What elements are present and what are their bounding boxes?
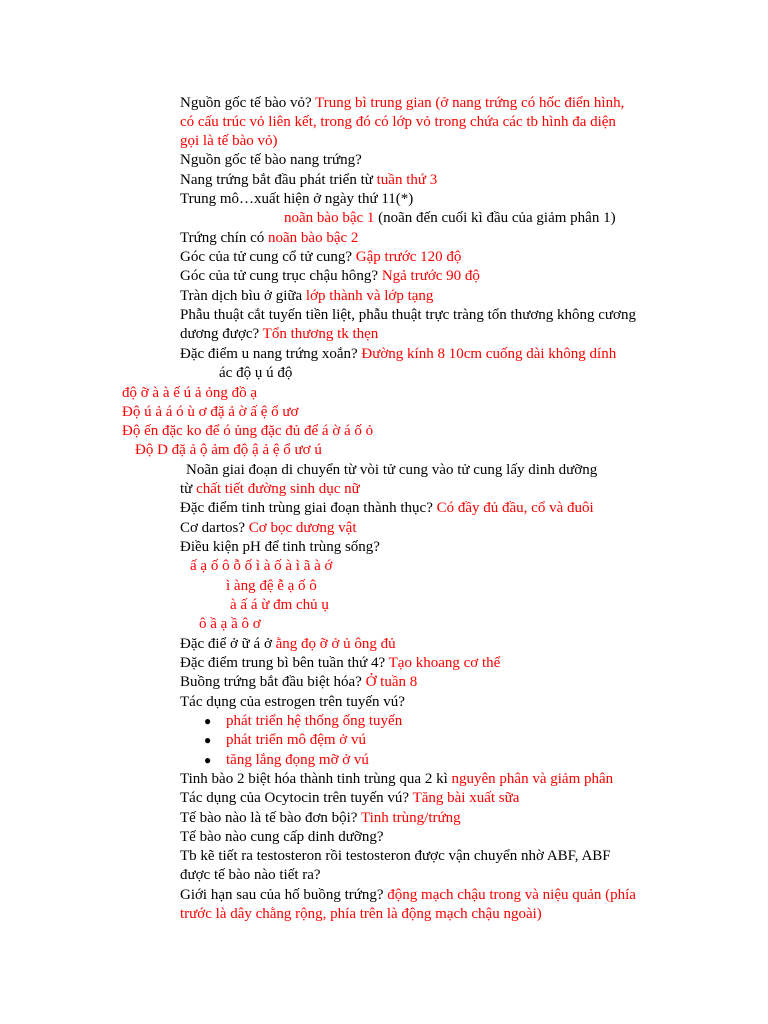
text-line	[199, 615, 261, 634]
text-line	[180, 809, 461, 828]
question-text: Trung mô…xuất hiện ở ngày thứ 11(*)	[180, 191, 414, 207]
text-line	[190, 557, 332, 576]
text-line	[122, 403, 298, 422]
text-line	[180, 905, 542, 924]
answer-text: có cấu trúc vỏ liên kết, trong đó có lớp vỏ trong chứa các tb hình đa diện	[180, 114, 616, 130]
answer-text: nguyên phân và giảm phân	[451, 771, 614, 787]
text-line	[180, 94, 624, 113]
answer-text: Có đầy đủ đầu, cổ và đuôi	[436, 500, 594, 516]
question-text: Đặc điểm tinh trùng giai đoạn thành thục?	[180, 500, 437, 516]
question-text: Cơ dartos?	[180, 520, 249, 536]
answer-text: noãn bào bậc 2	[268, 230, 359, 246]
list-item	[226, 712, 402, 731]
text-line	[230, 596, 329, 615]
answer-text: Tổn thương tk thẹn	[262, 326, 379, 342]
text-line	[180, 229, 358, 248]
question-text: Đặc điể ở ữ á ở	[180, 636, 276, 652]
list-item	[226, 731, 366, 750]
answer-text: ằng đọ ỡ ở ủ ông đủ	[275, 636, 396, 652]
answer-text: gọi là tế bào vỏ)	[180, 133, 278, 149]
question-text: được tế bào nào tiết ra?	[180, 867, 321, 883]
text-line	[180, 248, 461, 267]
text-line	[180, 499, 594, 518]
text-line	[180, 770, 613, 789]
answer-text: Gập trước 120 độ	[355, 249, 462, 265]
text-line	[180, 306, 636, 325]
text-line	[122, 384, 257, 403]
text-line	[180, 287, 433, 306]
question-text: Tác dụng của estrogen trên tuyến vú?	[180, 694, 405, 710]
text-line	[284, 209, 616, 228]
answer-text: Trung bì trung gian (ở nang trứng có hốc điển hình,	[315, 95, 625, 111]
question-text: Góc của tử cung trục chậu hông?	[180, 268, 382, 284]
text-line	[180, 190, 413, 209]
list-item	[226, 751, 369, 770]
question-text: Tế bào nào cung cấp dinh dưỡng?	[180, 829, 384, 845]
text-line	[180, 325, 378, 344]
question-text: Điều kiện pH để tinh trùng sống?	[180, 539, 380, 555]
answer-text: phát triển hệ thống ống tuyến	[226, 713, 403, 729]
answer-text: Tinh trùng/trứng	[360, 810, 461, 826]
text-line	[135, 441, 322, 460]
answer-text: Độ ến đặc ko để ó ủng đặc đủ để á ờ á ố ỏ	[122, 423, 374, 439]
text-line	[180, 828, 384, 847]
answer-text: Cơ bọc dương vật	[248, 520, 357, 536]
text-line	[180, 673, 417, 692]
question-text: Góc của tử cung cổ tử cung?	[180, 249, 356, 265]
answer-text: ấ ạ ố ô ỗ ố ì à ố à ì ã à ớ	[190, 558, 333, 574]
question-text: từ	[180, 481, 197, 497]
answer-text: ì àng đệ ễ ạ ố ô	[226, 578, 317, 594]
text-line	[180, 519, 357, 538]
answer-text: Ở tuần 8	[365, 674, 418, 690]
question-text: Tinh bào 2 biệt hóa thành tinh trùng qua 2 kì	[180, 771, 452, 787]
text-line	[180, 538, 380, 557]
question-text: ác độ ụ ú độ	[219, 365, 293, 381]
question-text: Tế bào nào là tế bào đơn bội?	[180, 810, 361, 826]
answer-text: Ngả trước 90 độ	[381, 268, 480, 284]
text-line	[180, 132, 277, 151]
answer-text: trước là dây chằng rộng, phía trên là động mạch chậu ngoài)	[180, 906, 542, 922]
text-line	[180, 866, 321, 885]
bullet-dot-icon: ●	[204, 733, 212, 747]
text-line	[180, 151, 362, 170]
question-text: Đặc điểm u nang trứng xoắn?	[180, 346, 362, 362]
text-line	[180, 847, 611, 866]
text-line	[180, 693, 405, 712]
answer-text: tuần thứ 3	[376, 172, 438, 188]
question-text: Giới hạn sau của hố buồng trứng?	[180, 887, 388, 903]
answer-text: tăng lắng đọng mỡ ở vú	[226, 752, 369, 768]
question-text: Nguồn gốc tế bào nang trứng?	[180, 152, 362, 168]
text-line	[122, 422, 373, 441]
answer-text: độ ỡ à à ế ú ả ỏng đồ ạ	[122, 385, 257, 401]
answer-text: à ấ á ừ đm chủ ụ	[230, 597, 329, 613]
text-line	[180, 654, 500, 673]
text-line	[180, 171, 437, 190]
question-text: Buồng trứng bắt đầu biệt hóa?	[180, 674, 366, 690]
answer-text: động mạch chậu trong và niệu quản (phía	[387, 887, 636, 903]
answer-text: chất tiết đường sinh dục nữ	[196, 481, 360, 497]
question-text: Tác dụng của Ocytocin trên tuyến vú?	[180, 790, 413, 806]
question-text: Tb kẽ tiết ra testosteron rồi testosteron được vận chuyển nhờ ABF, ABF	[180, 848, 611, 864]
question-text: Đặc điểm trung bì bên tuần thứ 4?	[180, 655, 389, 671]
answer-text: Độ ú ả á ó ù ơ đặ ả ờ ấ ệ ổ ươ	[122, 404, 299, 420]
question-text: Trứng chín có	[180, 230, 268, 246]
question-text: Noãn giai đoạn di chuyển từ vòi tử cung vào tử cung lấy dinh dưỡng	[186, 462, 598, 478]
text-line	[219, 364, 292, 383]
question-text: (noãn đến cuối kì đầu của giảm phân 1)	[374, 210, 616, 226]
question-text: Phẫu thuật cắt tuyến tiền liệt, phẫu thuật trực tràng tổn thương không cương	[180, 307, 636, 323]
text-line	[226, 577, 317, 596]
answer-text: noãn bào bậc 1	[284, 210, 375, 226]
answer-text: ô ầ ạ ầ ô ơ	[199, 616, 261, 632]
question-text: Nguồn gốc tế bào vỏ?	[180, 95, 316, 111]
answer-text: Tạo khoang cơ thể	[388, 655, 501, 671]
bullet-dot-icon: ●	[204, 714, 212, 728]
question-text: dương được?	[180, 326, 263, 342]
text-line	[180, 789, 519, 808]
text-line	[180, 635, 396, 654]
text-line	[180, 480, 360, 499]
bullet-dot-icon: ●	[204, 753, 212, 767]
question-text: Nang trứng bắt đầu phát triển từ	[180, 172, 377, 188]
answer-text: phát triển mô đệm ở vú	[226, 732, 366, 748]
answer-text: Tăng bài xuất sữa	[412, 790, 520, 806]
text-line	[186, 461, 597, 480]
answer-text: lớp thành và lớp tạng	[305, 288, 434, 304]
text-line	[180, 267, 480, 286]
text-line	[180, 113, 616, 132]
answer-text: Độ D đặ ả ộ ảm độ ậ ả ệ ổ ươ ú	[135, 442, 322, 458]
answer-text: Đường kính 8 10cm cuống dài không dính	[361, 346, 617, 362]
text-line	[180, 886, 636, 905]
text-line	[180, 345, 616, 364]
question-text: Tràn dịch bìu ở giữa	[180, 288, 306, 304]
